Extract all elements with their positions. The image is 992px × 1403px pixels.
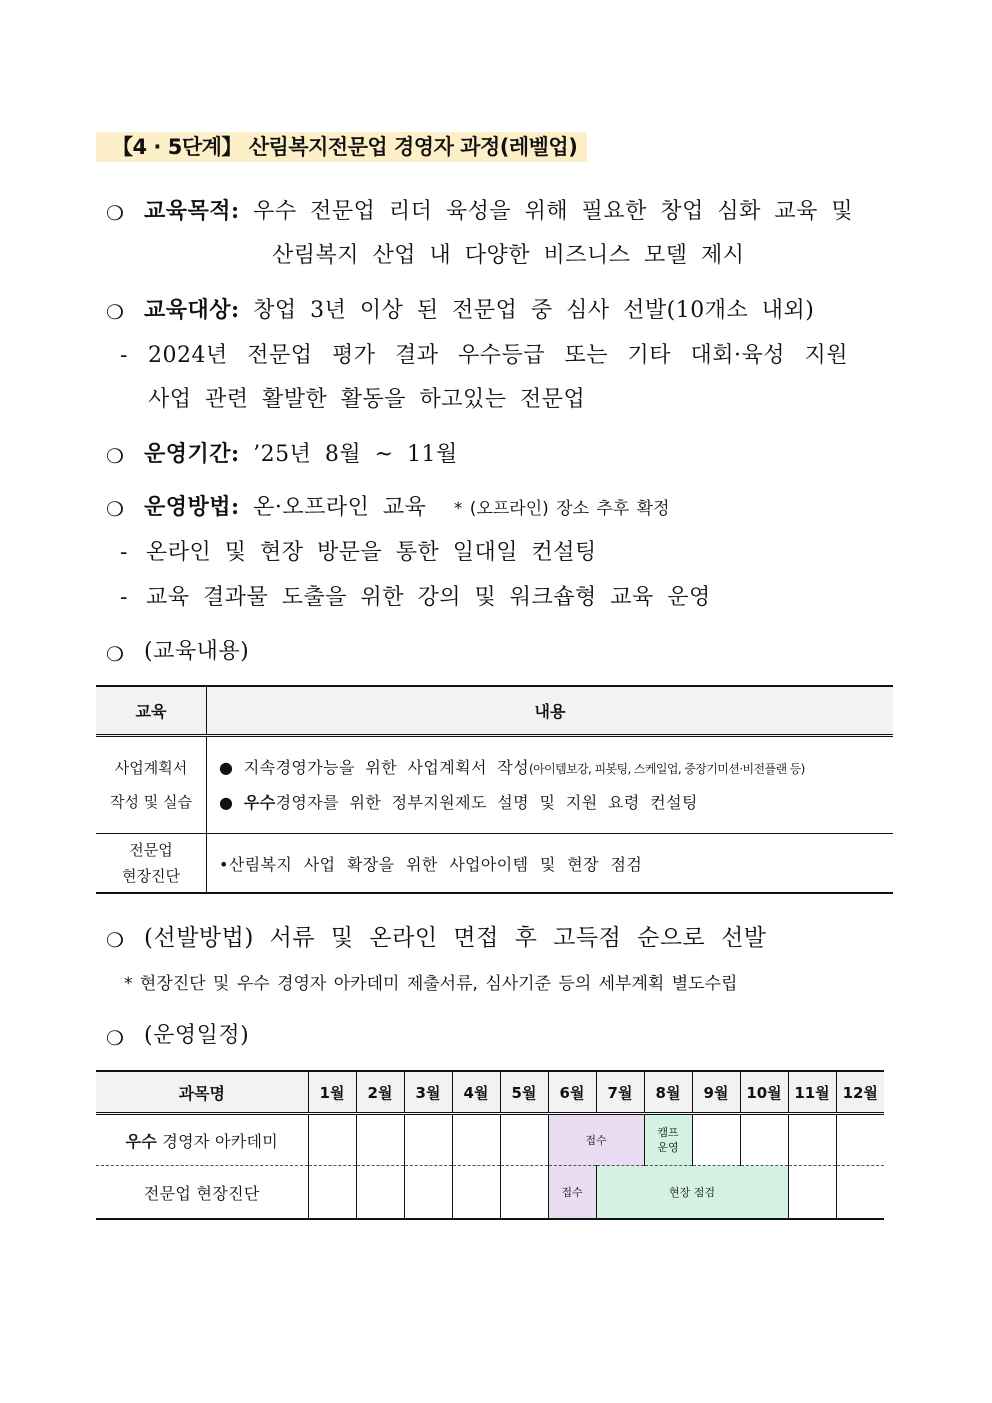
circle-bullet-icon: ❍ (106, 201, 124, 225)
method-line (144, 492, 670, 524)
schedule-bar-apply: 접수 (548, 1166, 596, 1220)
header-subject: 과목명 (96, 1071, 308, 1114)
method-sub-2: 교육 결과물 도출을 위한 강의 및 워크숍형 교육 운영 (146, 585, 711, 610)
row-label (96, 736, 207, 834)
month-header: 11월 (788, 1071, 836, 1114)
bar-label-line: 캠프 (657, 1126, 679, 1139)
month-header: 7월 (596, 1071, 644, 1114)
circle-bullet-icon: ❍ (106, 444, 124, 468)
month-cell (452, 1114, 500, 1166)
month-cell (836, 1166, 884, 1220)
month-cell (404, 1114, 452, 1166)
month-cell (788, 1166, 836, 1220)
list-item: ● 지속경영가능을 위한 사업계획서 작성(아이템보강, 피봇팅, 스케일업, 중장기미션·비전플랜 등) (219, 757, 805, 777)
target-sub-1: 2024년 전문업 평가 결과 우수등급 또는 기타 대회·육성 지원 (148, 343, 848, 368)
month-cell (356, 1114, 404, 1166)
month-header: 5월 (500, 1071, 548, 1114)
month-header: 4월 (452, 1071, 500, 1114)
month-cell (500, 1166, 548, 1220)
schedule-row-label (96, 1114, 308, 1166)
content-heading: (교육내용) (144, 639, 250, 664)
schedule-header-row (96, 1071, 884, 1114)
schedule-row-label: 전문업 현장진단 (96, 1166, 308, 1220)
row-content (207, 834, 894, 894)
month-header: 8월 (644, 1071, 692, 1114)
month-header: 6월 (548, 1071, 596, 1114)
selection-line (144, 923, 767, 953)
header-col-education: 교육 (96, 686, 207, 736)
month-cell (356, 1166, 404, 1220)
dash-icon: - (120, 343, 128, 368)
education-table-header (96, 686, 893, 736)
month-cell (788, 1114, 836, 1166)
table-row (96, 834, 893, 894)
item-text: 산림복지 사업 확장을 위한 사업아이템 및 현장 점검 (228, 854, 643, 874)
month-cell (452, 1166, 500, 1220)
item-bold: 우수 (243, 792, 276, 812)
month-header: 9월 (692, 1071, 740, 1114)
target-sub-2: 사업 관련 활발한 활동을 하고있는 전문업 (148, 387, 586, 412)
selection-note: * 현장진단 및 우수 경영자 아카데미 제출서류, 심사기준 등의 세부계획 별도수립 (124, 974, 738, 994)
circle-bullet-icon: ❍ (106, 642, 124, 666)
month-header: 10월 (740, 1071, 788, 1114)
target-line (144, 295, 814, 326)
row-label-line: 전문업 (129, 841, 173, 859)
month-header: 12월 (836, 1071, 884, 1114)
row-label (96, 834, 207, 894)
selection-text: 서류 및 온라인 면접 후 고득점 순으로 선발 (269, 925, 767, 951)
section-title: 【4 · 5단계】 산림복지전문업 경영자 과정(레벨업) (96, 132, 587, 162)
target-label: 교육대상: (144, 297, 240, 323)
month-cell (308, 1114, 356, 1166)
schedule-row (96, 1166, 884, 1220)
month-header: 3월 (404, 1071, 452, 1114)
method-label: 운영방법: (144, 494, 240, 520)
month-header: 1월 (308, 1071, 356, 1114)
row-label-line: 작성 및 실습 (110, 793, 192, 811)
circle-bullet-icon: ❍ (106, 497, 124, 521)
dash-icon: - (120, 540, 128, 565)
list-item: ● 우수경영자를 위한 정부지원제도 설명 및 지원 요령 컨설팅 (219, 792, 698, 812)
method-text: 온·오프라인 교육 (253, 495, 427, 520)
month-cell (404, 1166, 452, 1220)
table-row (96, 736, 893, 834)
month-cell (740, 1114, 788, 1166)
purpose-label: 교육목적: (144, 198, 240, 224)
circle-bullet-icon: ❍ (106, 300, 124, 324)
month-cell (500, 1114, 548, 1166)
target-text: 창업 3년 이상 된 전문업 중 심사 선발(10개소 내외) (253, 298, 815, 323)
method-sub-1: 온라인 및 현장 방문을 통한 일대일 컨설팅 (146, 540, 597, 565)
purpose-text-2: 산림복지 산업 내 다양한 비즈니스 모델 제시 (272, 243, 745, 268)
schedule-bar-field: 현장 점검 (596, 1166, 788, 1220)
row-label-line: 사업계획서 (114, 759, 188, 777)
month-header: 2월 (356, 1071, 404, 1114)
education-table (96, 685, 893, 894)
period-line (144, 439, 458, 470)
month-cell (308, 1166, 356, 1220)
schedule-table (96, 1070, 884, 1220)
schedule-bar-camp (644, 1114, 692, 1166)
selection-heading: (선발방법) (144, 925, 254, 951)
item-note: (아이템보강, 피봇팅, 스케일업, 중장기미션·비전플랜 등) (529, 761, 805, 776)
dash-icon: - (120, 585, 128, 610)
bar-label-line: 운영 (657, 1141, 679, 1154)
period-label: 운영기간: (144, 441, 240, 467)
method-note: * (오프라인) 장소 추후 확정 (453, 499, 670, 519)
purpose-line-1 (144, 196, 853, 227)
schedule-row (96, 1114, 884, 1166)
header-col-content: 내용 (207, 686, 894, 736)
label-bold: 우수 (125, 1131, 157, 1151)
list-item: •산림복지 사업 확장을 위한 사업아이템 및 현장 점검 (219, 854, 643, 874)
item-text: 지속경영가능을 위한 사업계획서 작성 (243, 757, 530, 777)
period-text: ’25년 8월 ~ 11월 (253, 442, 458, 467)
label-text: 경영자 아카데미 (156, 1131, 279, 1151)
circle-bullet-icon: ❍ (106, 1026, 124, 1050)
month-cell (692, 1114, 740, 1166)
item-text: 경영자를 위한 정부지원제도 설명 및 지원 요령 컨설팅 (275, 792, 698, 812)
purpose-text-1: 우수 전문업 리더 육성을 위해 필요한 창업 심화 교육 및 (253, 199, 854, 224)
schedule-heading: (운영일정) (144, 1023, 250, 1048)
circle-bullet-icon: ❍ (106, 928, 124, 952)
row-label-line: 현장진단 (122, 867, 180, 885)
month-cell (836, 1114, 884, 1166)
row-content (207, 736, 894, 834)
schedule-bar-apply: 접수 (548, 1114, 644, 1166)
